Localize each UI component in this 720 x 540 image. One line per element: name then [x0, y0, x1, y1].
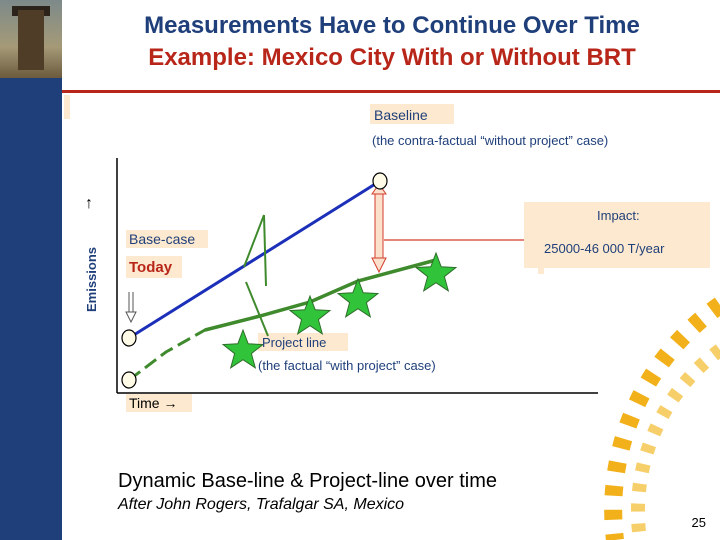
y-axis-arrow: ↑	[85, 195, 93, 212]
caption-title: Dynamic Base-line & Project-line over time	[118, 470, 498, 492]
projectline-start-marker	[122, 372, 136, 388]
impact-label: Impact:	[597, 208, 640, 223]
sun-decoration	[613, 305, 720, 540]
projectline-sublabel: (the factual “with project” case)	[258, 358, 436, 373]
impact-value: 25000-46 000 T/year	[544, 241, 665, 256]
slide-title: Measurements Have to Continue Over Time	[144, 12, 640, 39]
projectline-leader	[246, 282, 268, 336]
baseline-start-marker	[122, 330, 136, 346]
today-label: Today	[129, 259, 173, 276]
baseline-label: Baseline	[374, 107, 428, 123]
project-star	[223, 330, 263, 368]
project-star	[416, 253, 456, 291]
impact-arrow-shaft	[375, 190, 383, 262]
today-marker-head	[126, 312, 136, 322]
baseline-end-marker	[373, 173, 387, 189]
corner-mark	[64, 95, 70, 119]
basecase-label: Base-case	[129, 231, 196, 247]
y-axis-label: Emissions	[84, 246, 99, 312]
projectline-label: Project line	[262, 335, 327, 350]
slide-number: 25	[691, 515, 706, 530]
project-star	[290, 296, 330, 334]
x-axis-label: Time →	[129, 395, 178, 411]
impact-arrow-head	[372, 258, 386, 272]
slide-subtitle: Example: Mexico City With or Without BRT	[148, 44, 636, 71]
impact-tick	[538, 254, 544, 274]
caption-credit: After John Rogers, Trafalgar SA, Mexico	[118, 496, 405, 513]
baseline-sublabel: (the contra-factual “without project” case)	[372, 133, 609, 148]
project-star	[338, 279, 378, 317]
basecase-leader-2	[264, 215, 266, 286]
